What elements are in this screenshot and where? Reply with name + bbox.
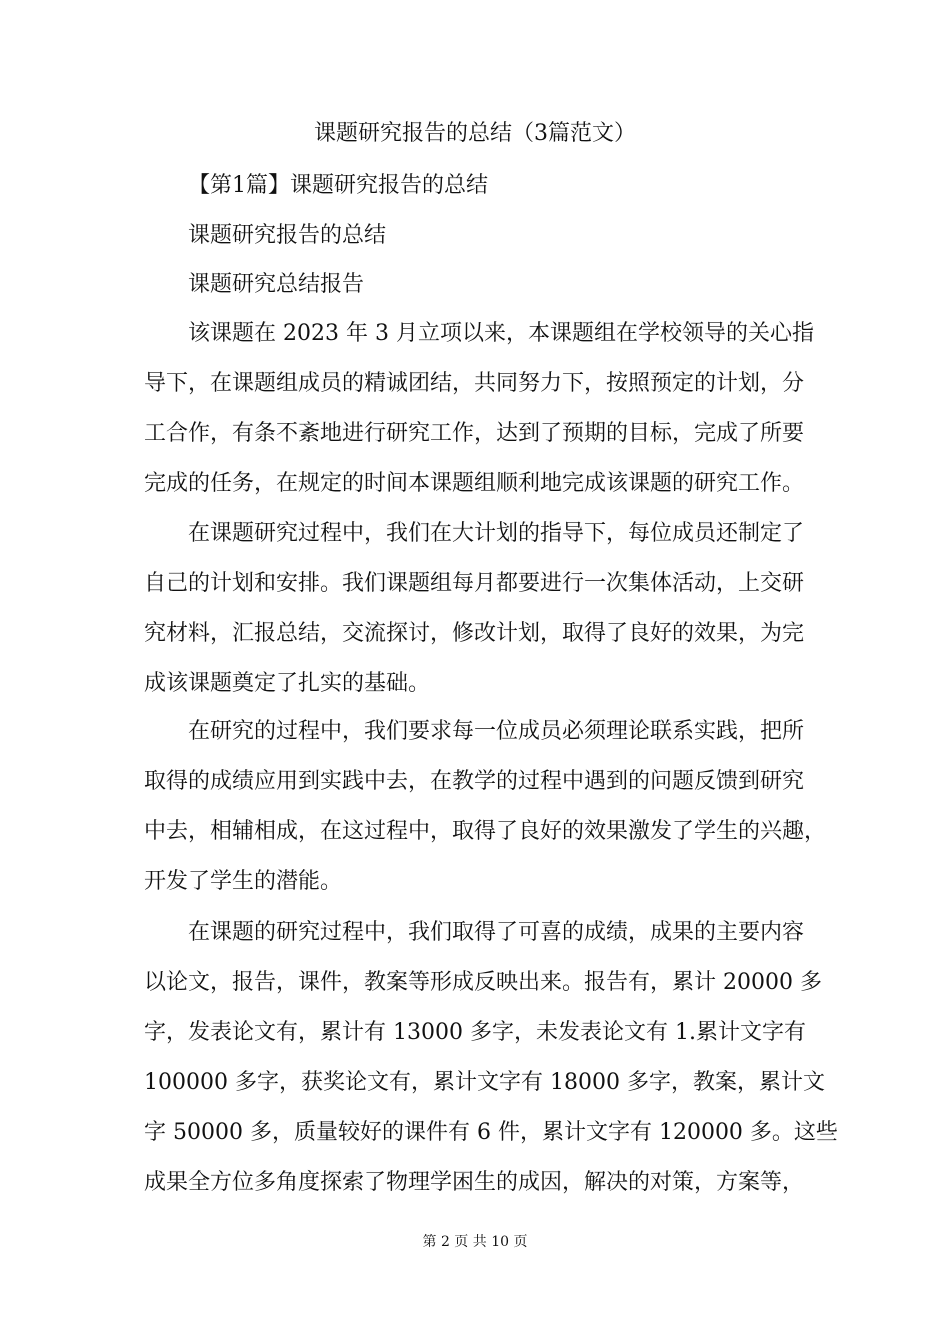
subheading-2: 课题研究总结报告	[188, 272, 365, 297]
paragraph-line: 成果全方位多角度探索了物理学困生的成因，解决的对策，方案等，	[144, 1170, 805, 1195]
paragraph-line: 中去，相辅相成，在这过程中，取得了良好的效果激发了学生的兴趣，	[144, 819, 827, 844]
paragraph-line: 自己的计划和安排。我们课题组每月都要进行一次集体活动，上交研	[144, 571, 805, 596]
paragraph-line: 在课题研究过程中，我们在大计划的指导下，每位成员还制定了	[188, 521, 805, 546]
paragraph-line: 在课题的研究过程中，我们取得了可喜的成绩，成果的主要内容	[188, 920, 805, 945]
paragraph-line: 字 50000 多，质量较好的课件有 6 件，累计文字有 120000 多。这些	[144, 1120, 838, 1145]
paragraph-2	[144, 509, 808, 709]
paragraph-line: 导下，在课题组成员的精诚团结，共同努力下，按照预定的计划，分	[144, 371, 805, 396]
section-heading: 【第1篇】课题研究报告的总结	[188, 173, 488, 198]
subheading-1: 课题研究报告的总结	[188, 223, 387, 248]
paragraph-line: 究材料，汇报总结，交流探讨，修改计划，取得了良好的效果，为完	[144, 621, 805, 646]
paragraph-line: 字，发表论文有，累计有 13000 多字，未发表论文有 1.累计文字有	[144, 1020, 806, 1045]
paragraph-line: 成该课题奠定了扎实的基础。	[144, 671, 431, 696]
paragraph-1	[144, 309, 814, 509]
paragraph-line: 取得的成绩应用到实践中去，在教学的过程中遇到的问题反馈到研究	[144, 769, 805, 794]
paragraph-3	[144, 707, 827, 907]
paragraph-4	[144, 908, 838, 1208]
paragraph-line: 在研究的过程中，我们要求每一位成员必须理论联系实践，把所	[188, 719, 805, 744]
paragraph-line: 工合作，有条不紊地进行研究工作，达到了预期的目标，完成了所要	[144, 421, 805, 446]
document-title: 课题研究报告的总结（3篇范文）	[314, 121, 636, 146]
paragraph-line: 以论文，报告，课件，教案等形成反映出来。报告有，累计 20000 多	[144, 970, 822, 995]
paragraph-line: 该课题在 2023 年 3 月立项以来，本课题组在学校领导的关心指	[188, 321, 814, 346]
paragraph-line: 开发了学生的潜能。	[144, 869, 343, 894]
paragraph-line: 完成的任务，在规定的时间本课题组顺利地完成该课题的研究工作。	[144, 471, 805, 496]
paragraph-line: 100000 多字，获奖论文有，累计文字有 18000 多字，教案，累计文	[144, 1070, 825, 1095]
page-footer: 第 2 页 共 10 页	[422, 1234, 528, 1250]
